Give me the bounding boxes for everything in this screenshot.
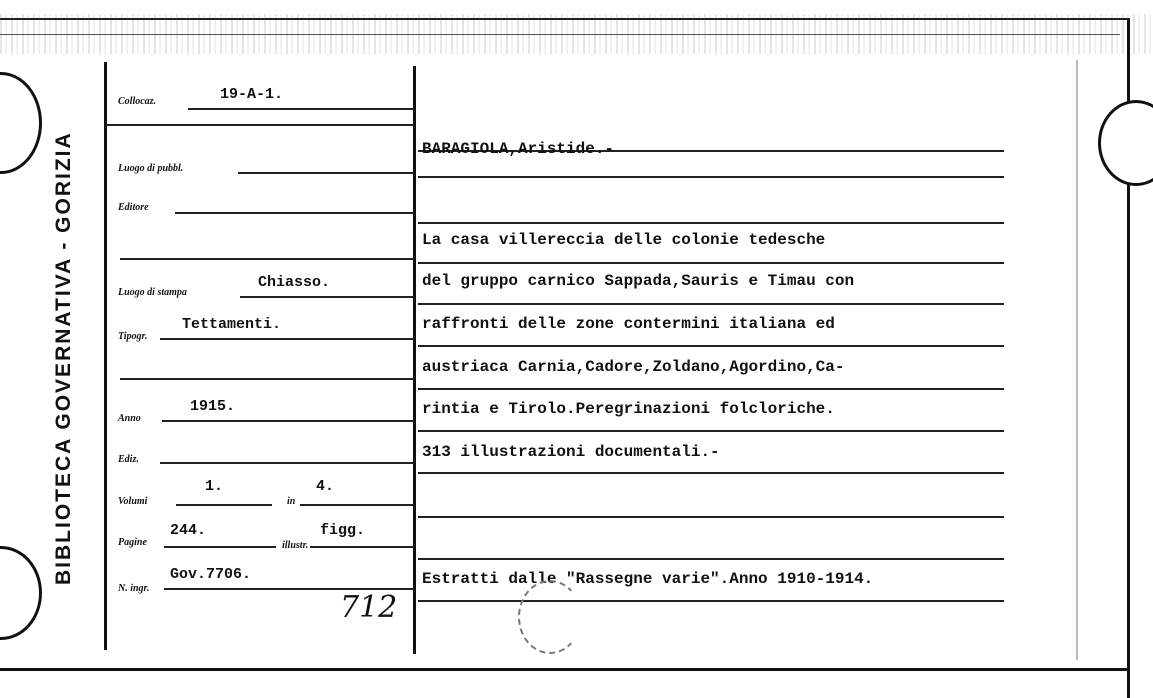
volumi-value: 1. [205,478,224,495]
left-column-rule [104,62,107,650]
punch-hole-bottom-left [0,546,42,640]
volumi-label: Volumi [118,496,148,507]
center-column-rule [413,66,416,654]
luogo-stampa-label: Luogo di stampa [118,287,187,298]
right-rule-7 [418,388,1004,390]
anno-rule [162,420,414,422]
tipogr-value: Tettamenti. [182,316,282,333]
author-heading: BARAGIOLA,Aristide.- [422,140,615,158]
title-line-5: rintia e Tirolo.Peregrinazioni folcloriche. [422,400,835,418]
section-rule-1 [106,124,414,126]
handwritten-number: 712 [340,590,398,625]
punch-hole-top-left [0,72,42,174]
title-line-2: del gruppo carnico Sappada,Sauris e Timau con [422,272,855,290]
title-line-1: La casa villereccia delle colonie tedesche [422,231,826,249]
ediz-label: Ediz. [118,454,139,465]
n-ingr-value: Gov.7706. [170,566,252,583]
anno-label: Anno [118,413,141,424]
volumi-in-rule [300,504,414,506]
n-ingr-label: N. ingr. [118,583,150,594]
blank-rule-1 [120,258,414,260]
luogo-pubbl-label: Luogo di pubbl. [118,163,184,174]
note-line: Estratti dalle "Rassegne varie".Anno 1910-1914. [422,570,874,588]
editore-rule [175,212,414,214]
title-line-4: austriaca Carnia,Cadore,Zoldano,Agordino,Ca- [422,358,845,376]
title-line-6: 313 illustrazioni documentali.- [422,443,720,461]
illustr-rule [310,546,414,548]
blank-rule-2 [120,378,414,380]
right-rule-2 [418,176,1004,178]
collocazione-rule [188,108,414,110]
luogo-pubbl-rule [238,172,414,174]
ediz-rule [160,462,414,464]
anno-value: 1915. [190,398,236,415]
illustr-label: illustr. [282,540,309,551]
card-top-edge [0,18,1130,20]
right-rule-9 [418,472,1004,474]
stamp-residue [518,580,582,654]
collocazione-label: Collocaz. [118,96,157,107]
card-right-shadow [1076,60,1078,660]
right-rule-3 [418,222,1004,224]
card-bottom-edge [0,668,1130,671]
right-rule-10 [418,516,1004,518]
right-rule-8 [418,430,1004,432]
tipogr-label: Tipogr. [118,331,148,342]
editore-label: Editore [118,202,149,213]
right-rule-6 [418,345,1004,347]
tipogr-rule [160,338,414,340]
luogo-stampa-rule [240,296,414,298]
volumi-in-label: in [287,496,296,507]
right-rule-4 [418,262,1004,264]
pagine-value: 244. [170,522,207,539]
pagine-label: Pagine [118,537,147,548]
right-rule-5 [418,303,1004,305]
library-side-label: BIBLIOTECA GOVERNATIVA - GORIZIA [52,131,75,585]
collocazione-value: 19-A-1. [220,86,284,103]
right-rule-11 [418,558,1004,560]
pagine-rule [164,546,276,548]
punch-hole-top-right [1098,100,1153,186]
illustr-value: figg. [320,522,366,539]
title-line-3: raffronti delle zone contermini italiana ed [422,315,835,333]
volumi-in-value: 4. [316,478,335,495]
card-top-edge-inner [0,34,1120,35]
right-rule-12 [418,600,1004,602]
volumi-rule [176,504,272,506]
luogo-stampa-value: Chiasso. [258,274,331,291]
